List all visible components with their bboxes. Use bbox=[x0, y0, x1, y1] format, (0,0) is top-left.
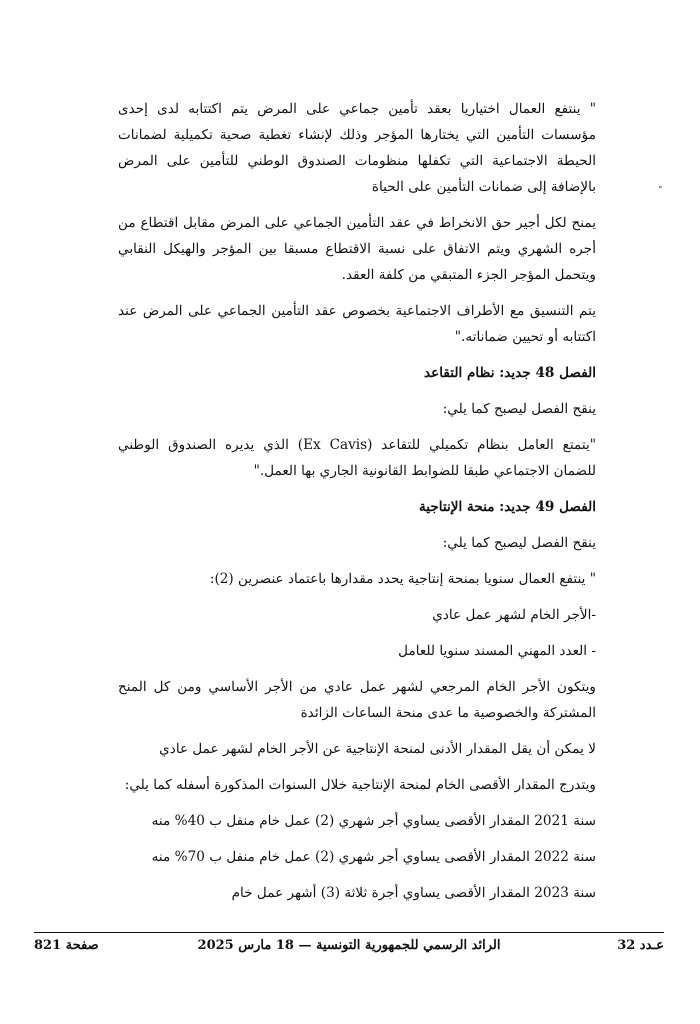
paragraph-insurance-3: يتم التنسيق مع الأطراف الاجتماعية بخصوص عقد التأمين الجماعي على المرض عند اكتتابه أو تحيين ضماناته." bbox=[118, 303, 596, 345]
footer-page-number: صفحة 821 bbox=[34, 938, 99, 953]
paragraph-minimum-bonus: لا يمكن أن يقل المقدار الأدنى لمنحة الإنتاجية عن الأجر الخام لشهر عمل عادي bbox=[159, 741, 596, 757]
footer-rule bbox=[34, 932, 664, 933]
line-year-2023: سنة 2023 المقدار الأقصى يساوي أجرة ثلاثة (3) أشهر عمل خام bbox=[231, 885, 596, 901]
paragraph-insurance-2: يمنح لكل أجير حق الانخراط في عقد التأمين الجماعي على المرض مقابل اقتطاع من أجره الشهري ويتم الاتفاق على نسبة الاقتطاع مسبقا بين المؤجر والهيكل النقابي ويتحمل المؤجر الجزء المتبقي من كلفة العقد. bbox=[118, 215, 596, 283]
paragraph-reference-wage: ويتكون الأجر الخام المرجعي لشهر عمل عادي من الأجر الأساسي ومن كل المنح المشتركة والخصوصية ما عدى منحة الساعات الزائدة bbox=[118, 679, 596, 721]
line-year-2022: سنة 2022 المقدار الأقصى يساوي أجر شهري (2) عمل خام منفل ب 70% منه bbox=[151, 849, 596, 865]
paragraph-maximum-bonus: ويتدرج المقدار الأقصى الخام لمنحة الإنتاجية خلال السنوات المذكورة أسفله كما يلي: bbox=[124, 777, 596, 793]
paragraph-article-49: " ينتفع العمال سنويا بمنحة إنتاجية يحدد مقدارها باعتماد عنصرين (2): bbox=[209, 571, 596, 587]
footer-journal-title: الرائد الرسمي للجمهورية التونسية — 18 مارس 2025 bbox=[197, 938, 501, 953]
scan-speck bbox=[659, 186, 662, 188]
heading-article-49: الفصل 49 جديد: منحة الإنتاجية bbox=[418, 499, 596, 515]
page-footer bbox=[34, 938, 664, 960]
paragraph-insurance-1: " ينتفع العمال اختياريا بعقد تأمين جماعي على المرض يتم اكتتابه لدى إحدى مؤسسات التأمين التي يختارها المؤجر وذلك لإنشاء تغطية صحية تكميلية لضمانات الحيطة الاجتماعية التي تكفلها منظومات الصندوق الوطني للتأمين على المرض بالإضافة إلى ضمانات التأمين على الحياة bbox=[118, 101, 596, 195]
footer-issue-number: عـدد 32 bbox=[617, 938, 664, 953]
page-body bbox=[118, 96, 596, 916]
list-item-gross-wage: -الأجر الخام لشهر عمل عادي bbox=[432, 607, 596, 623]
line-year-2021: سنة 2021 المقدار الأقصى يساوي أجر شهري (2) عمل خام منفل ب 40% منه bbox=[151, 813, 596, 829]
list-item-professional-score: - العدد المهني المسند سنويا للعامل bbox=[398, 643, 596, 659]
paragraph-article-48: "يتمتع العامل بنظام تكميلي للتقاعد (Ex Cavis) الذي يديره الصندوق الوطني للضمان الاجتماعي طبقا للضوابط القانونية الجاري بها العمل." bbox=[118, 437, 596, 479]
amendment-note-48: ينقح الفصل ليصبح كما يلي: bbox=[442, 401, 596, 417]
heading-article-48: الفصل 48 جديد: نظام التقاعد bbox=[424, 365, 596, 381]
amendment-note-49: ينقح الفصل ليصبح كما يلي: bbox=[442, 535, 596, 551]
